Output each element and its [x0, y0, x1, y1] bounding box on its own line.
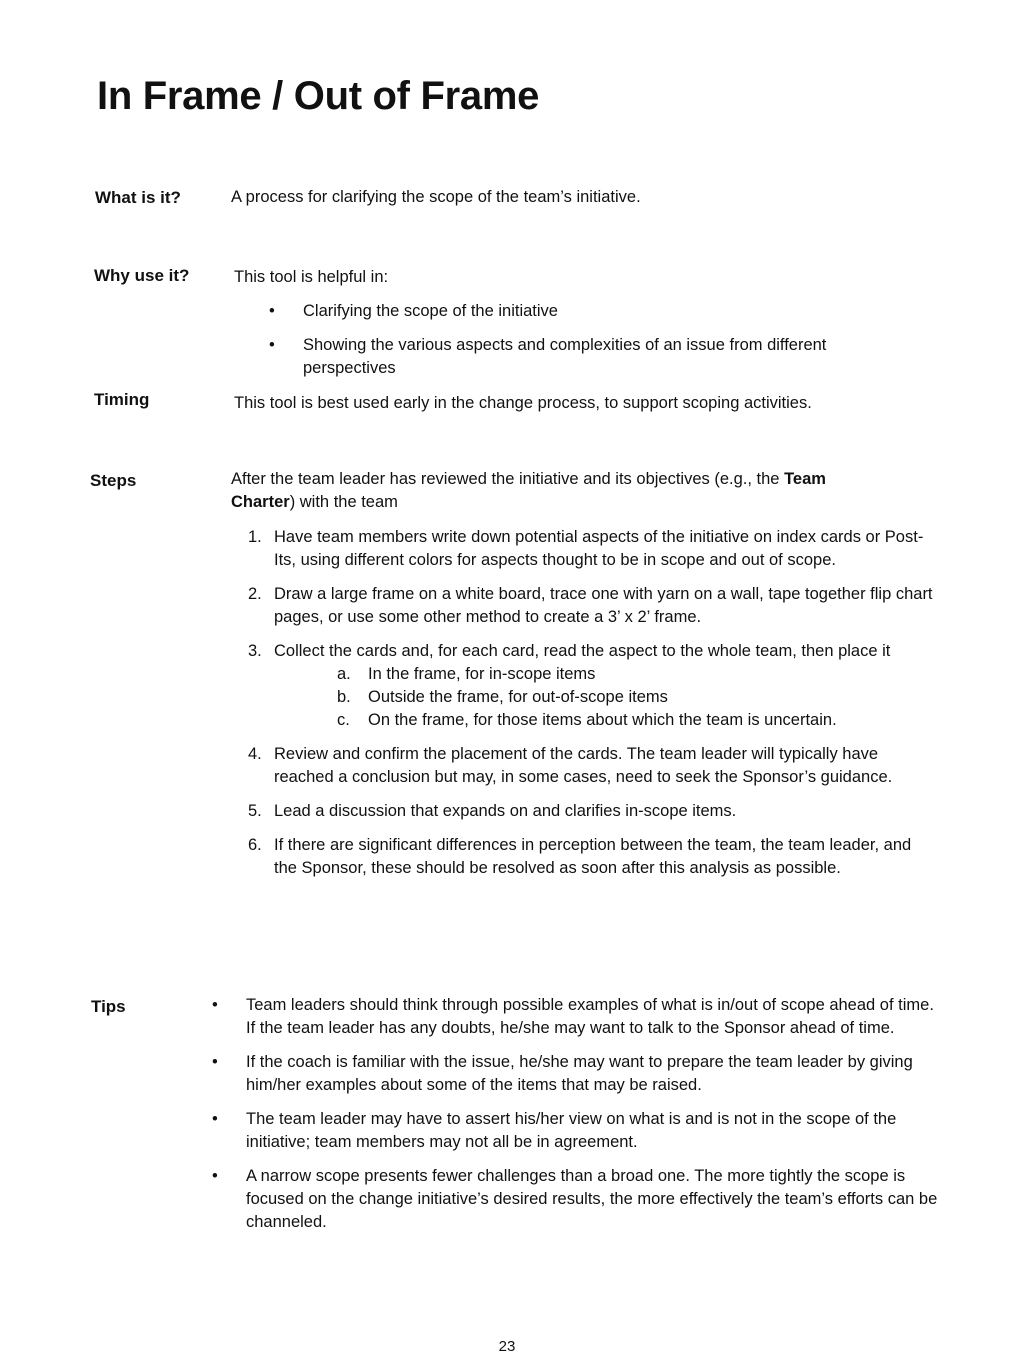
list-item [212, 1108, 938, 1154]
bullet-icon: • [212, 1053, 218, 1071]
steps-intro-text-end: ) with the team [289, 493, 398, 511]
tip-text: Team leaders should think through possible examples of what is in/out of scope ahead of time. If the team leader has any doubts, he/she may want to talk to the Sponsor ahead of time. [246, 996, 934, 1037]
steps-intro-text: After the team leader has reviewed the initiative and its objectives (e.g., the [231, 470, 785, 488]
step-item [248, 526, 936, 572]
step-item [248, 834, 936, 880]
list-item [212, 1051, 938, 1097]
step-item [248, 640, 936, 732]
timing-text: This tool is best used early in the change process, to support scoping activities. [234, 394, 812, 412]
step-number: 1. [248, 528, 262, 546]
steps-list [248, 526, 936, 891]
what-text: A process for clarifying the scope of the team’s initiative. [231, 188, 641, 206]
step-item [248, 743, 936, 789]
sub-letter: a. [337, 665, 351, 683]
tips-label: Tips [91, 997, 126, 1016]
step-item [248, 583, 936, 629]
step-number: 4. [248, 745, 262, 763]
why-item-text: Clarifying the scope of the initiative [303, 302, 558, 320]
sub-text: Outside the frame, for out-of-scope items [368, 688, 668, 706]
what-label: What is it? [95, 188, 181, 207]
step-number: 3. [248, 642, 262, 660]
bullet-icon: • [269, 336, 275, 354]
page-title: In Frame / Out of Frame [97, 74, 540, 118]
step-text: If there are significant differences in perception between the team, the team leader, and the Sponsor, these should be resolved as soon after this analysis as possible. [274, 836, 912, 877]
bullet-icon: • [212, 1167, 218, 1185]
bullet-icon: • [269, 302, 275, 320]
list-item [269, 300, 903, 323]
step-text: Have team members write down potential aspects of the initiative on index cards or Post-Its, using different colors for aspects thought to be in scope and out of scope. [274, 528, 924, 569]
why-intro: This tool is helpful in: [234, 268, 389, 286]
timing-label: Timing [94, 390, 150, 409]
page-number: 23 [498, 1338, 516, 1355]
tip-text: The team leader may have to assert his/her view on what is and is not in the scope of the initiative; team members may not all be in agreement. [246, 1110, 897, 1151]
sub-letter: c. [337, 711, 350, 729]
step-text: Draw a large frame on a white board, trace one with yarn on a wall, tape together flip chart pages, or use some other method to create a 3’ x 2’ frame. [274, 585, 933, 626]
step-item [248, 800, 936, 823]
steps-label: Steps [90, 471, 137, 490]
tip-text: A narrow scope presents fewer challenges than a broad one. The more tightly the scope is focused on the change initiative’s desired results, the more effectively the team’s efforts can be channeled. [246, 1167, 938, 1231]
why-label: Why use it? [94, 266, 190, 285]
step-text: Lead a discussion that expands on and clarifies in-scope items. [274, 802, 737, 820]
sub-text: In the frame, for in-scope items [368, 665, 596, 683]
why-list [269, 300, 903, 380]
sub-letter: b. [337, 688, 351, 706]
bullet-icon: • [212, 1110, 218, 1128]
tip-text: If the coach is familiar with the issue, he/she may want to prepare the team leader by giving him/her examples about some of the items that may be raised. [246, 1053, 913, 1094]
list-item [269, 334, 903, 380]
sub-text: On the frame, for those items about which the team is uncertain. [368, 711, 837, 729]
steps-intro [231, 468, 891, 514]
list-item [212, 994, 938, 1040]
steps-intro-bold: Team Charter [231, 470, 826, 511]
sub-item [337, 686, 936, 709]
step-text: Review and confirm the placement of the cards. The team leader will typically have reached a conclusion but may, in some cases, need to seek the Sponsor’s guidance. [274, 745, 893, 786]
sub-list [337, 663, 936, 732]
list-item [212, 1165, 938, 1234]
bullet-icon: • [212, 996, 218, 1014]
sub-item [337, 709, 936, 732]
step-text: Collect the cards and, for each card, read the aspect to the whole team, then place it [274, 642, 891, 660]
why-item-text: Showing the various aspects and complexities of an issue from different perspectives [303, 336, 827, 377]
step-number: 6. [248, 836, 262, 854]
step-number: 2. [248, 585, 262, 603]
tips-list [212, 994, 938, 1245]
step-number: 5. [248, 802, 262, 820]
sub-item [337, 663, 936, 686]
